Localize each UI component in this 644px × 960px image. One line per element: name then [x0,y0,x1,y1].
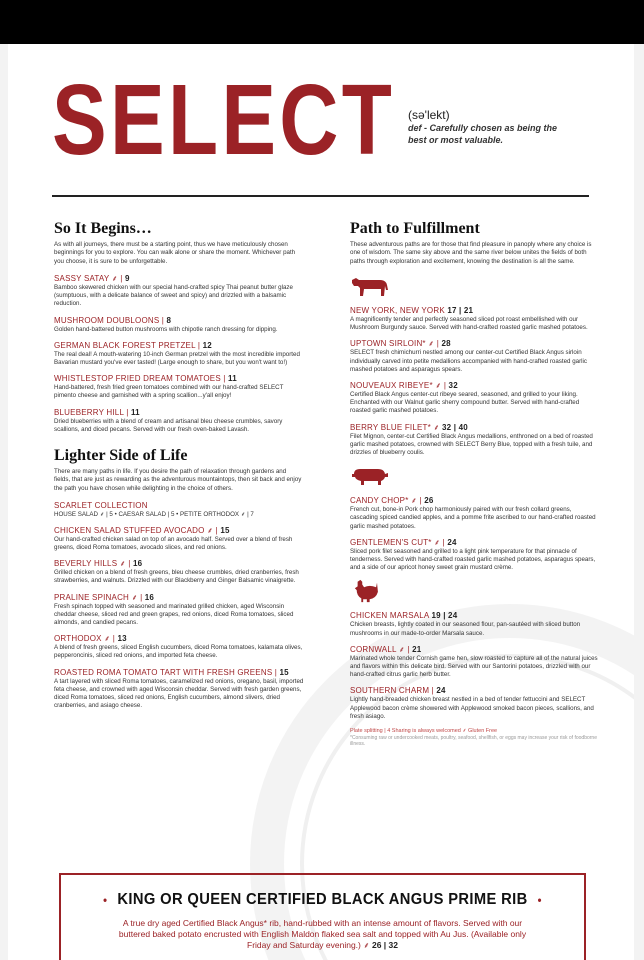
item-description: Chicken breasts, lightly coated in our seasoned flour, pan-sautéed with sliced button mushrooms in our made-to-order Marsala sauce. [350,621,581,637]
pig-icon [350,464,600,488]
menu-item [54,559,304,585]
prime-rib-box [59,873,586,960]
item-price: 15 [220,525,230,535]
item-name: NOUVEAUX RIBEYE* ⸙ | [350,380,447,390]
item-price: 19 | 24 [431,611,458,621]
menu-item [350,645,600,680]
cow-icon [350,274,600,298]
item-name: BLUEBERRY HILL | [54,407,129,417]
section-intro: As with all journeys, there must be a starting point, thus we have meticulously chosen beginnings for you to explore. You can walk alone or share the moment. Whichever path you choose, it is sure to be unforgettable. [54,241,296,265]
prime-rib-description [61,918,584,951]
menu-item [350,339,600,374]
item-price: 9 [125,273,130,283]
item-description: Hand-battered, fresh fried green tomatoes combined with our hand-crafted SELECT pimento cheese and garnished with a spring scallion...y'all enjoy! [54,384,284,400]
item-name: PRALINE SPINACH ⸙ | [54,592,143,602]
item-description: Dried blueberries with a blend of cream and artisanal bleu cheese crumbles, savory scallions, and diced pecans. Served with our fresh oven-baked Lavash. [54,417,283,433]
pronunciation: (sə'lekt) [408,108,450,122]
menu-item [350,306,600,332]
menu-item [54,593,304,628]
item-name: CANDY CHOP* ⸙ | [350,496,422,506]
item-price: 13 [117,634,127,644]
item-name: MUSHROOM DOUBLOONS | [54,315,165,325]
footnote: Plate splitting | 4 Sharing is always welcomed ⸙ Gluten Free [350,727,498,734]
item-name: SASSY SATAY ⸙ | [54,273,123,283]
item-name: BERRY BLUE FILET* ⸙ [350,422,440,432]
item-price: 11 [228,374,237,384]
side-salads: HOUSE SALAD ⸙ | 5 • CAESAR SALAD | 5 • PETITE ORTHODOX ⸙ | 7 [54,510,254,518]
section-title: Lighter Side of Life [54,446,188,464]
item-price: 32 [448,380,458,390]
menu-item [350,611,600,637]
item-name: WHISTLESTOP FRIED DREAM TOMATOES | [54,374,226,384]
item-name: ORTHODOX ⸙ | [54,634,116,644]
item-description: Fresh spinach topped with seasoned and marinated grilled chicken, aged Wisconsin cheddar cheese, sliced red and green grapes, red onions, diced Roma tomatoes, sliced almonds, and candied pecans. [54,602,294,627]
bullet-icon: • [103,893,108,907]
item-name: CHICKEN MARSALA [350,611,430,621]
section-title: So It Begins… [54,220,152,237]
item-description: Marinated whole tender Cornish game hen, slow roasted to capture all of the natural juices and flavors within this delicate bird. Served with our Santorini potatoes, drizzled with our hand-crafted citrus garlic herb butter. [350,654,598,679]
menu-item [350,423,600,458]
menu-item [54,316,304,334]
item-description: Golden hand-battered button mushrooms with chipotle ranch dressing for dipping. [54,325,278,333]
item-price: 8 [166,315,172,325]
menu-item [54,408,304,434]
menu-item [350,381,600,416]
menu-item [350,686,600,721]
menu-item [54,526,304,552]
menu-item [54,341,304,367]
item-price: 16 [133,559,143,569]
header-rule [52,195,589,197]
item-name: GENTLEMEN'S CUT* ⸙ | [350,537,445,547]
item-description: Filet Mignon, center-cut Certified Black Angus medallions, enthroned on a bed of roasted garlic mashed potatoes, crowned with SELECT Berry Blue, topped with a fresh tuile, and drizzles of blueberry coulis. [350,432,593,456]
item-description: The real deal! A mouth-watering 10-inch German pretzel with the most incredible imported Bavarian mustard you've ever tasted! (Large enough to share, but you won't want to!) [54,350,300,366]
section-intro: There are many paths in life. If you desire the path of relaxation through gardens and fields, that are just as rewarding as the adventurous mountaintops, then sit back and enjoy the path you have chosen while delighting in the choice of others. [54,467,302,492]
item-price: 32 | 40 [441,422,468,432]
item-description: Our hand-crafted chicken salad on top of an avocado half. Served over a blend of fresh greens, diced Roma tomatoes, avocado slices, and red onions. [54,535,293,552]
item-description: A tart layered with sliced Roma tomatoes, caramelized red onions, oregano, basil, imported feta cheese, and crowned with aged Wisconsin cheddar. Served with fresh garden greens, diced Roma tomatoes, sliced red onions, English cucumbers, almond slivers, dried cranberries, and asiago cheese. [54,677,304,710]
left-column [54,220,304,717]
item-price: 28 [441,339,451,349]
item-description: Grilled chicken on a blend of fresh greens, bleu cheese crumbles, dried cranberries, fresh strawberries, and walnuts. Drizzled with our Blackberry and Ginger Balsamic vinaigrette. [54,569,299,585]
bullet-icon: • [537,893,542,907]
menu-item [54,374,304,400]
item-description: SELECT fresh chimichurri nestled among our center-cut Certified Black Angus sirloin individually carved into petite medallions accompanied with hand-crafted roasted garlic mashed potatoes and asparagus spears. [350,349,587,373]
menu-item [350,496,600,531]
item-description: French cut, bone-in Pork chop harmoniously paired with our fresh collard greens, cascading spiced candied apples, and a pomme frite ascribed to our hand-crafted roasted garlic mashed potatoes. [350,506,596,530]
menu-logo: SELECT [52,64,396,176]
item-name: CHICKEN SALAD STUFFED AVOCADO ⸙ | [54,525,218,535]
item-description: Certified Black Angus center-cut ribeye seared, seasoned, and grilled to your liking. Enchanted with our Walnut garlic sherry compound butter. Served with hand-crafted roasted garlic mashed potatoes. [350,390,580,415]
item-description: A blend of fresh greens, sliced English cucumbers, diced Roma tomatoes, kalamata olives, pepperoncinis, sliced red onions, and imported feta cheese. [54,644,303,660]
chicken-icon [350,579,600,603]
menu-page [0,44,644,960]
menu-item [54,274,304,309]
item-name: CORNWALL ⸙ | [350,644,410,654]
item-price: 11 [130,407,140,417]
prime-rib-name: KING OR QUEEN CERTIFIED BLACK ANGUS PRIME RIB [117,891,528,908]
prime-rib-text: A true dry aged Certified Black Angus* rib, hand-rubbed with an intense amount of flavors. Served with our buttered baked potato encrusted with English Maldon flaked sea salt and topped with Au Jus. (Available only Friday and Saturday evening.) ⸙ [118,918,527,950]
allergy-disclaimer: *Consuming raw or undercooked meats, poultry, seafood, shellfish, or eggs may increase your risk of foodborne illness. [350,734,597,748]
item-price: 16 [144,592,155,602]
item-name: SCARLET COLLECTION [54,500,148,510]
top-black-bar [0,0,644,44]
item-name: BEVERLY HILLS ⸙ | [54,559,131,569]
item-price: 12 [202,340,212,350]
item-price: 26 [424,496,434,506]
scarlet-collection [54,501,304,519]
item-price: 15 [279,667,289,677]
item-price: 24 [436,686,446,696]
right-column [350,220,600,748]
item-name: GERMAN BLACK FOREST PRETZEL | [54,340,201,350]
item-name: NEW YORK, NEW YORK [350,305,445,315]
item-description: Bamboo skewered chicken with our special hand-crafted spicy Thai peanut butter glaze (sumptuous, with a delicate balance of sweet and spicy) and drizzled with a balsamic reduction. [54,283,293,308]
section-title: Path to Fulfillment [350,220,480,237]
item-name: SOUTHERN CHARM | [350,686,434,696]
item-name: UPTOWN SIRLOIN* ⸙ | [350,339,440,349]
prime-rib-title [82,891,563,909]
definition: def - Carefully chosen as being the best or most valuable. [408,123,558,145]
item-price: 24 [447,537,457,547]
prime-rib-price: 26 | 32 [371,940,398,950]
item-name: ROASTED ROMA TOMATO TART WITH FRESH GREENS | [54,667,278,677]
item-description: Sliced pork filet seasoned and grilled to a light pink temperature for that pinnacle of tenderness. Served with hand-crafted roasted garlic mashed potatoes, asparagus spears, and a side of our apricot honey sweet grain mustard crème. [350,547,596,572]
section-intro: These adventurous paths are for those that find pleasure in panoply where any choice is one of wisdom. The same sky above and the same river below unites the fields of both paths through exploration and excitement, knowing the destination is all the same. [350,241,592,265]
item-description: Lightly hand-breaded chicken breast nestled in a bed of tender fettuccini and SELECT Applewood bacon crème showered with Applewood smoked bacon pieces, scallions, and fresh asiago. [350,696,594,720]
item-price: 21 [412,644,422,654]
menu-item [54,634,304,660]
menu-item [350,538,600,573]
item-description: A magnificently tender and perfectly seasoned sliced pot roast embellished with our Mushroom Burgundy sauce. Served with hand-crafted roasted garlic mashed potatoes. [350,315,588,332]
menu-item [54,668,304,711]
item-price: 17 | 21 [447,305,474,315]
